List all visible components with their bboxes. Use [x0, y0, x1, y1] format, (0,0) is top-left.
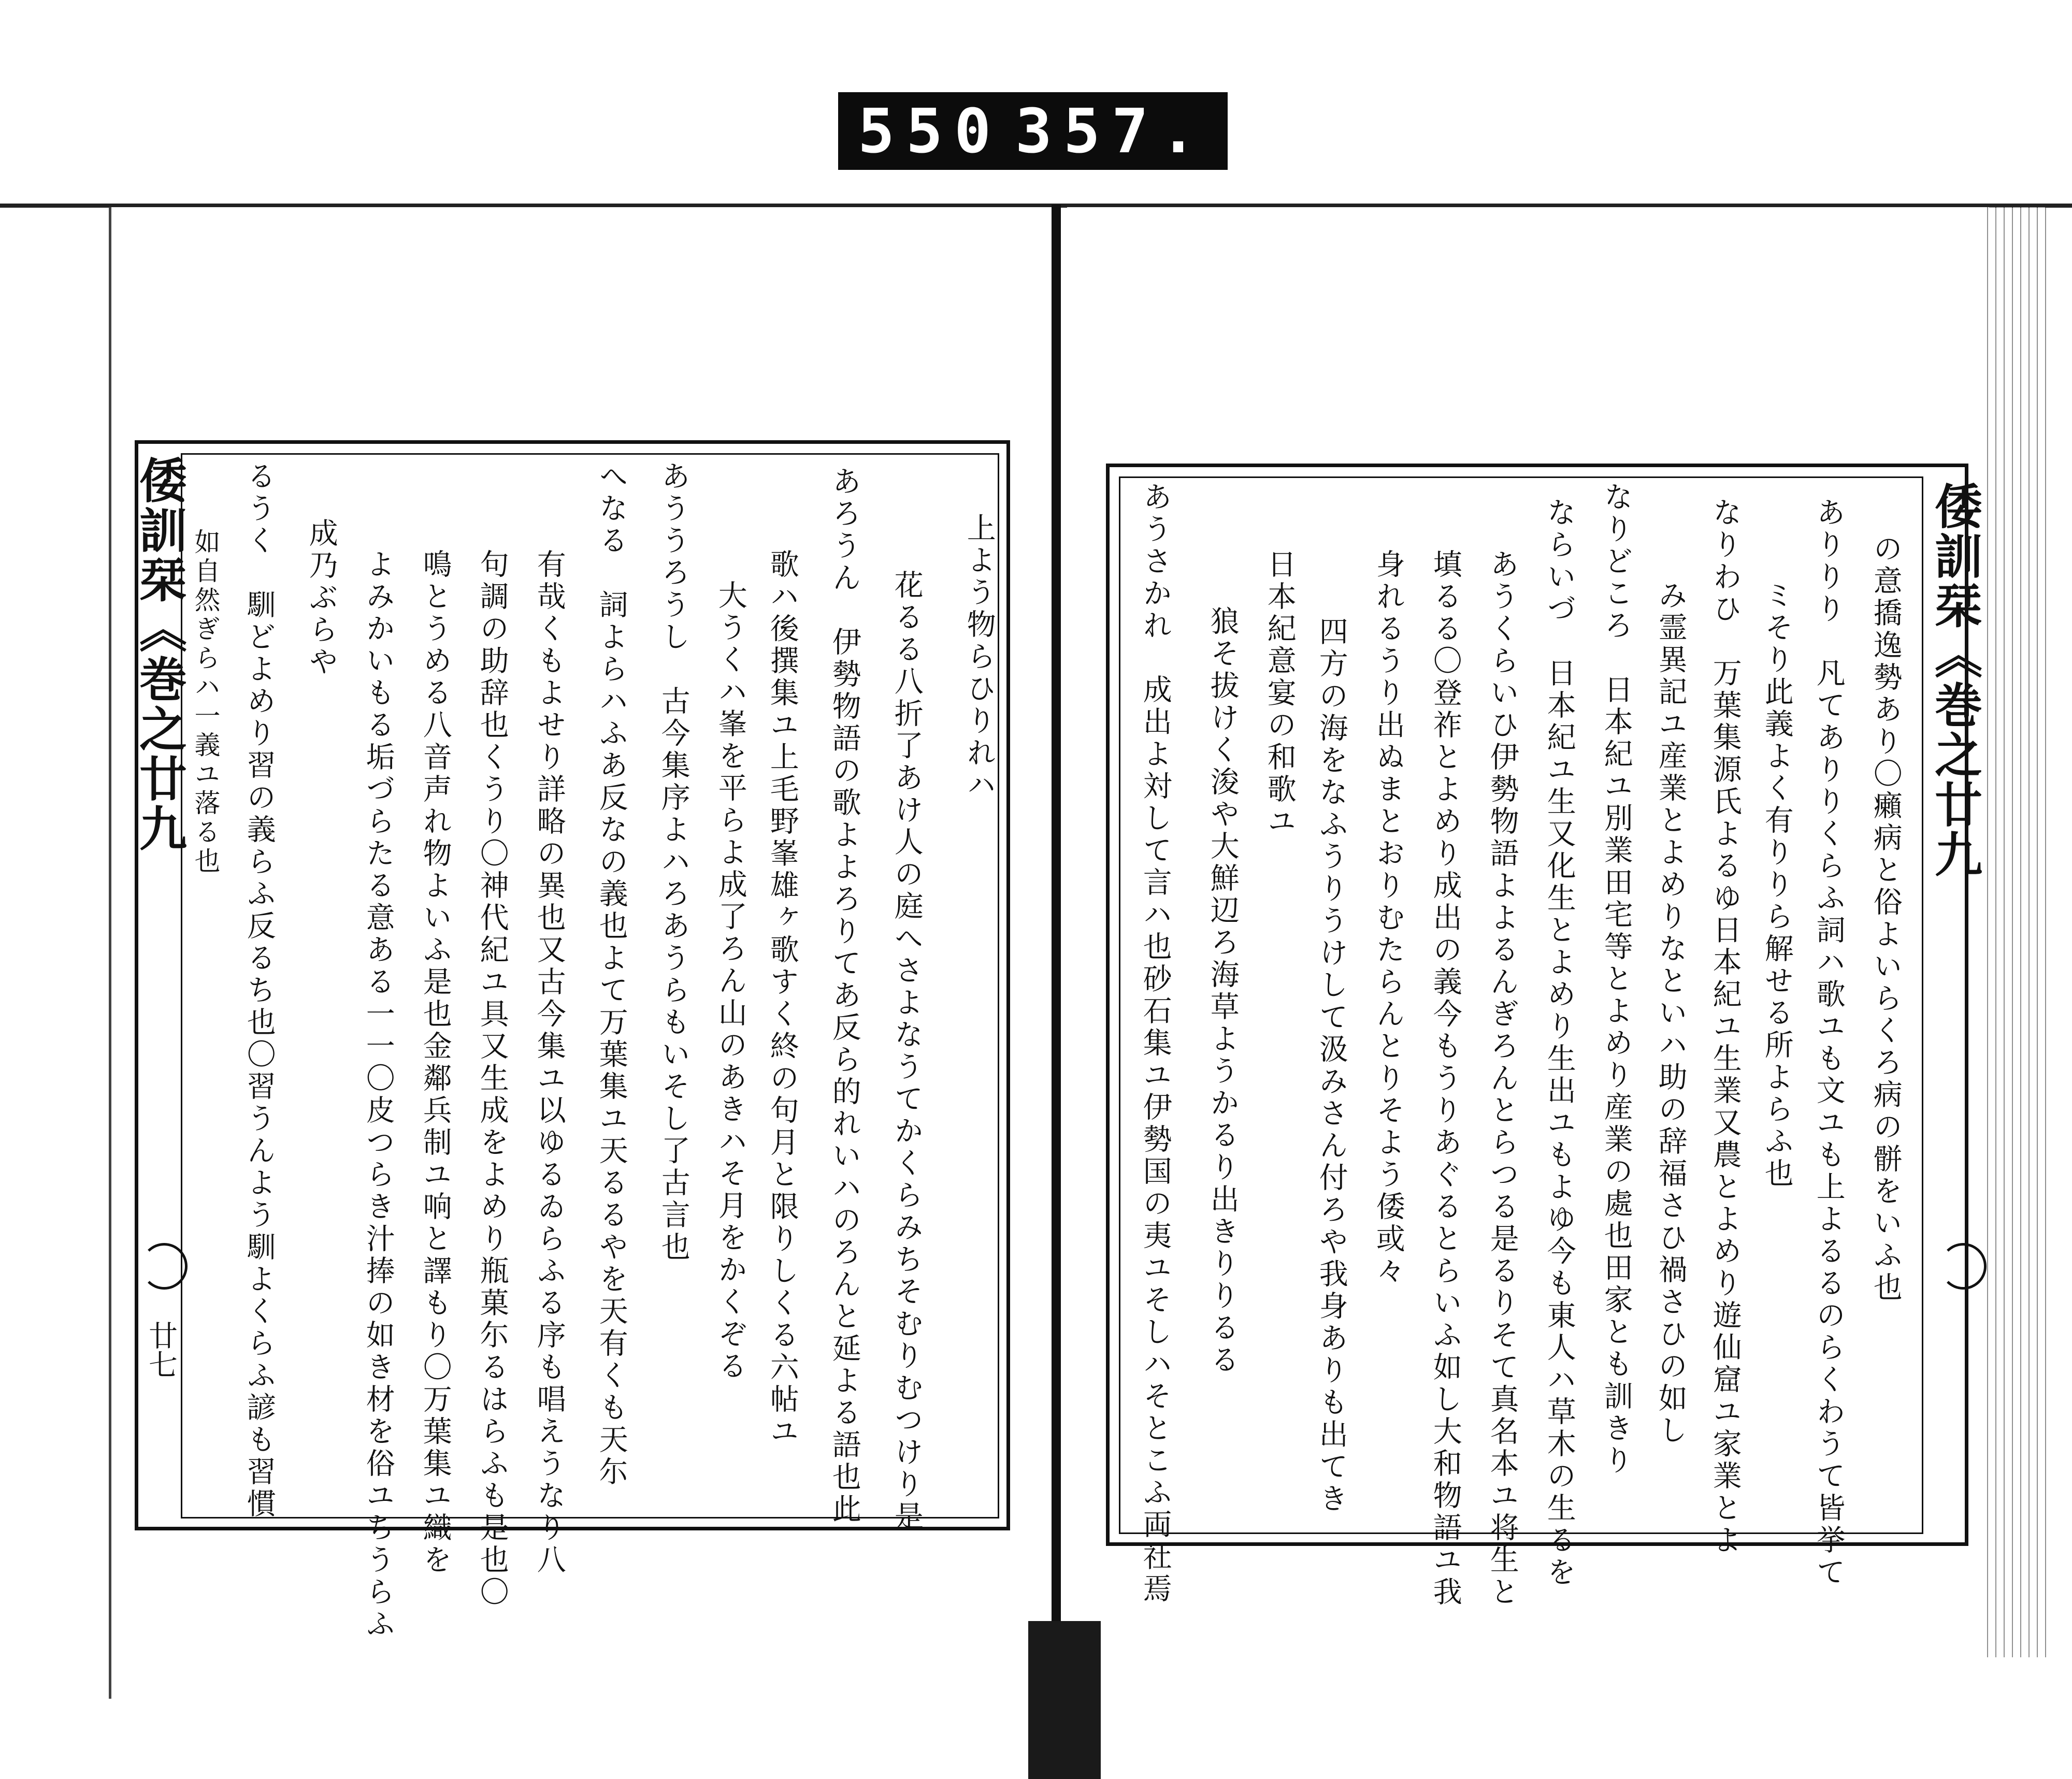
- right-col-11: 四方の海をなふうりうけして汲みさん付ろや我身ありも出てき: [1314, 616, 1348, 1515]
- right-col-7: ならいづ 日本紀ユ生又化生とよめり生出ユもよゆ今も東人ハ草木の生るを: [1542, 497, 1576, 1589]
- right-col-13: 狼そ拔けく浚や大鮮辺ろ海草ようかるり出きりりるる: [1205, 606, 1240, 1377]
- left-col-4: 歌ハ後撰集ユ上毛野峯雄ヶ歌すく終の句月と限りしくる六帖ユ: [765, 549, 799, 1448]
- book-spine: [1052, 205, 1061, 1732]
- right-col-5: み霊異記ユ産業とよめりなといハ助の辞福さひ禍さひの如し: [1653, 580, 1688, 1447]
- left-edge-title: 倭訓栞《巻之廿九: [132, 456, 188, 854]
- left-col-2: 花るる八折了あけ人の庭へさよなうてかくらみちそむりむつけり是: [889, 570, 924, 1533]
- left-col-7: へなる 詞よらハふあ反なの義也よて万葉集ユ天るるやを天有くも天尓: [594, 461, 628, 1488]
- right-col-10: 身れるうり出ぬまとおりむたらんとりそよう倭或々: [1371, 549, 1405, 1288]
- left-col-12: 成乃ぶらや: [304, 518, 338, 678]
- left-col-8: 有哉くもよせり詳略の異也又古今集ユ以ゆるゐらふる序も唱えうなり八: [532, 549, 566, 1576]
- left-col-14: 如自然ぎらハ一義ユ落る也: [190, 528, 221, 876]
- page-edge-strip: [1984, 207, 2046, 1657]
- catalog-number-label: [838, 92, 1228, 170]
- left-col-1: 上よう物らひりれハ: [962, 513, 996, 802]
- right-col-6: なりどころ 日本紀ユ別業田宅等とよめり産業の處也田家とも訓きり: [1599, 482, 1633, 1477]
- left-col-5: 大うくハ峯を平らよ成了ろん山のあきハそ月をかくぞる: [713, 580, 747, 1383]
- spine-binding: [1028, 1621, 1101, 1779]
- fold-circle-mark-right: [1940, 1243, 1987, 1290]
- left-col-11: よみかいもる垢づらたる意ある一一〇皮つらき汁捧の如き材を俗ユちうらふ: [361, 549, 395, 1641]
- left-col-3: あろうん 伊勢物語の歌よよろりてあ反ら的れいハのろんと延よる語也此: [827, 466, 861, 1526]
- catalog-number-left: 550: [858, 95, 1003, 167]
- right-col-4: なりわひ 万葉集源氏よるゆ日本紀ユ生業又農とよめり遊仙窟ユ家業とよ: [1708, 497, 1742, 1557]
- fold-circle-mark-left: [141, 1243, 188, 1290]
- right-col-3: ミそり此義よく有りりら解せる所よらふ也: [1760, 580, 1794, 1190]
- right-col-2: ありりり 凡てありりくらふ詞ハ歌ユも文ユも上よるるのらくわうて皆挙て: [1811, 497, 1846, 1589]
- left-page-number: 廿七: [144, 1321, 178, 1379]
- left-col-10: 鳴とうめる八音声れ物よいふ是也金鄰兵制ユ响と譯もり〇万葉集ユ織を: [418, 549, 452, 1576]
- right-edge-title: 倭訓栞《巻之廿九: [1927, 482, 1983, 879]
- right-inner-border: [1119, 476, 1923, 1534]
- right-col-12: 日本紀意宴の和歌ユ: [1262, 549, 1297, 838]
- left-col-13: るうく 馴どよめり習の義らふ反るち也〇習うんよう馴よくらふ諺も習慣: [242, 461, 276, 1521]
- catalog-number-right: 357.: [1015, 95, 1208, 167]
- left-col-9: 句調の助辞也くうり〇神代紀ユ具又生成をよめり瓶菓尓るはらふも是也〇: [475, 549, 509, 1609]
- left-col-6: あううろうし 古今集序よハろあうらもいそし了古言也: [656, 461, 690, 1264]
- right-col-9: 填るる〇登祚とよめり成出の義今もうりあぐるとらいふ如し大和物語ユ我: [1428, 549, 1462, 1609]
- right-col-1: の意撟逸勢あり〇癩病と俗よいらくろ病の骿をいふ也: [1868, 533, 1903, 1304]
- left-inner-border: [181, 453, 999, 1518]
- right-col-14: あうさかれ 成出よ対して言ハ也砂石集ユ伊勢国の夷ユそしハそとこふ両社焉: [1138, 482, 1172, 1606]
- right-col-8: あうくらいひ伊勢物語よよるんぎろんとらつる是るりそて真名本ユ将生と: [1485, 549, 1519, 1609]
